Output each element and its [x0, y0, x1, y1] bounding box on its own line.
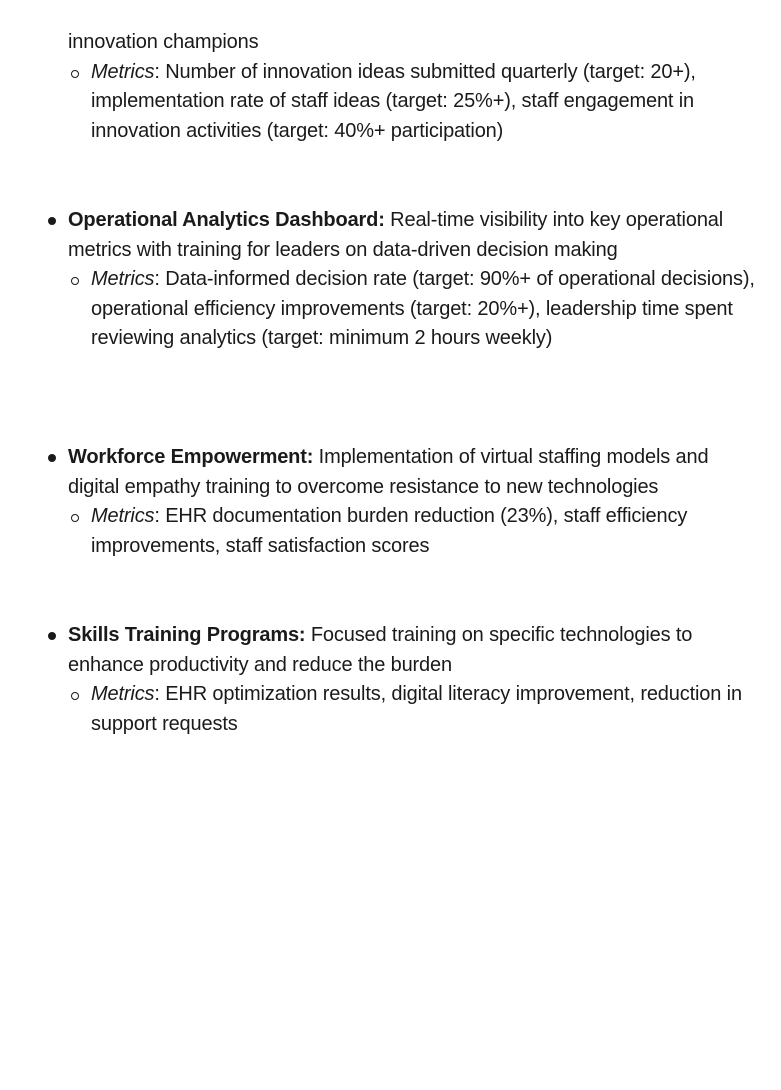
- continued-list-item: [68, 28, 758, 146]
- item-title: Operational Analytics Dashboard:: [68, 209, 385, 231]
- item-description: Real-time visibility into key operational metrics with training for leaders on data-driven decision making: [68, 209, 724, 261]
- metrics-text: : Data-informed decision rate (target: 90%+ of operational decisions), operational efficiency improvements (target: 20%+), leadership time spent reviewing analytics (target: minimum 2 hours weekly): [91, 268, 755, 349]
- item-description: Focused training on specific technologies to enhance productivity and reduce the burden: [68, 624, 693, 676]
- item-title: Workforce Empowerment:: [68, 446, 314, 468]
- list-item-workforce-empowerment: [68, 443, 758, 561]
- list-item-body: [68, 621, 758, 680]
- metrics-label: Metrics: [91, 683, 155, 705]
- metrics-sub-item: [68, 680, 758, 739]
- list-item-skills-training: [68, 621, 758, 739]
- metrics-label: Metrics: [91, 60, 155, 83]
- metrics-text: : EHR optimization results, digital literacy improvement, reduction in support requests: [91, 683, 742, 735]
- metrics-sub-item: [68, 502, 758, 561]
- metrics-label: Metrics: [91, 268, 155, 290]
- list-item-operational-analytics: [68, 206, 758, 354]
- metrics-text: : EHR documentation burden reduction (23%), staff efficiency improvements, staff satisfaction scores: [91, 505, 688, 557]
- continued-item-text: innovation champions: [68, 31, 259, 53]
- list-item-body: [68, 443, 758, 502]
- metrics-sub-item: [68, 58, 758, 147]
- metrics-text: : Number of innovation ideas submitted quarterly (target: 20+), implementation rate of staff ideas (target: 25%+), staff engagement in innovation activities (target: 40%+ participation): [91, 60, 696, 142]
- list-item-body: [68, 206, 758, 265]
- item-description: Implementation of virtual staffing models and digital empathy training to overcome resistance to new technologies: [68, 446, 709, 498]
- item-title: Skills Training Programs:: [68, 624, 306, 646]
- metrics-sub-item: [68, 265, 758, 354]
- metrics-label: Metrics: [91, 505, 155, 527]
